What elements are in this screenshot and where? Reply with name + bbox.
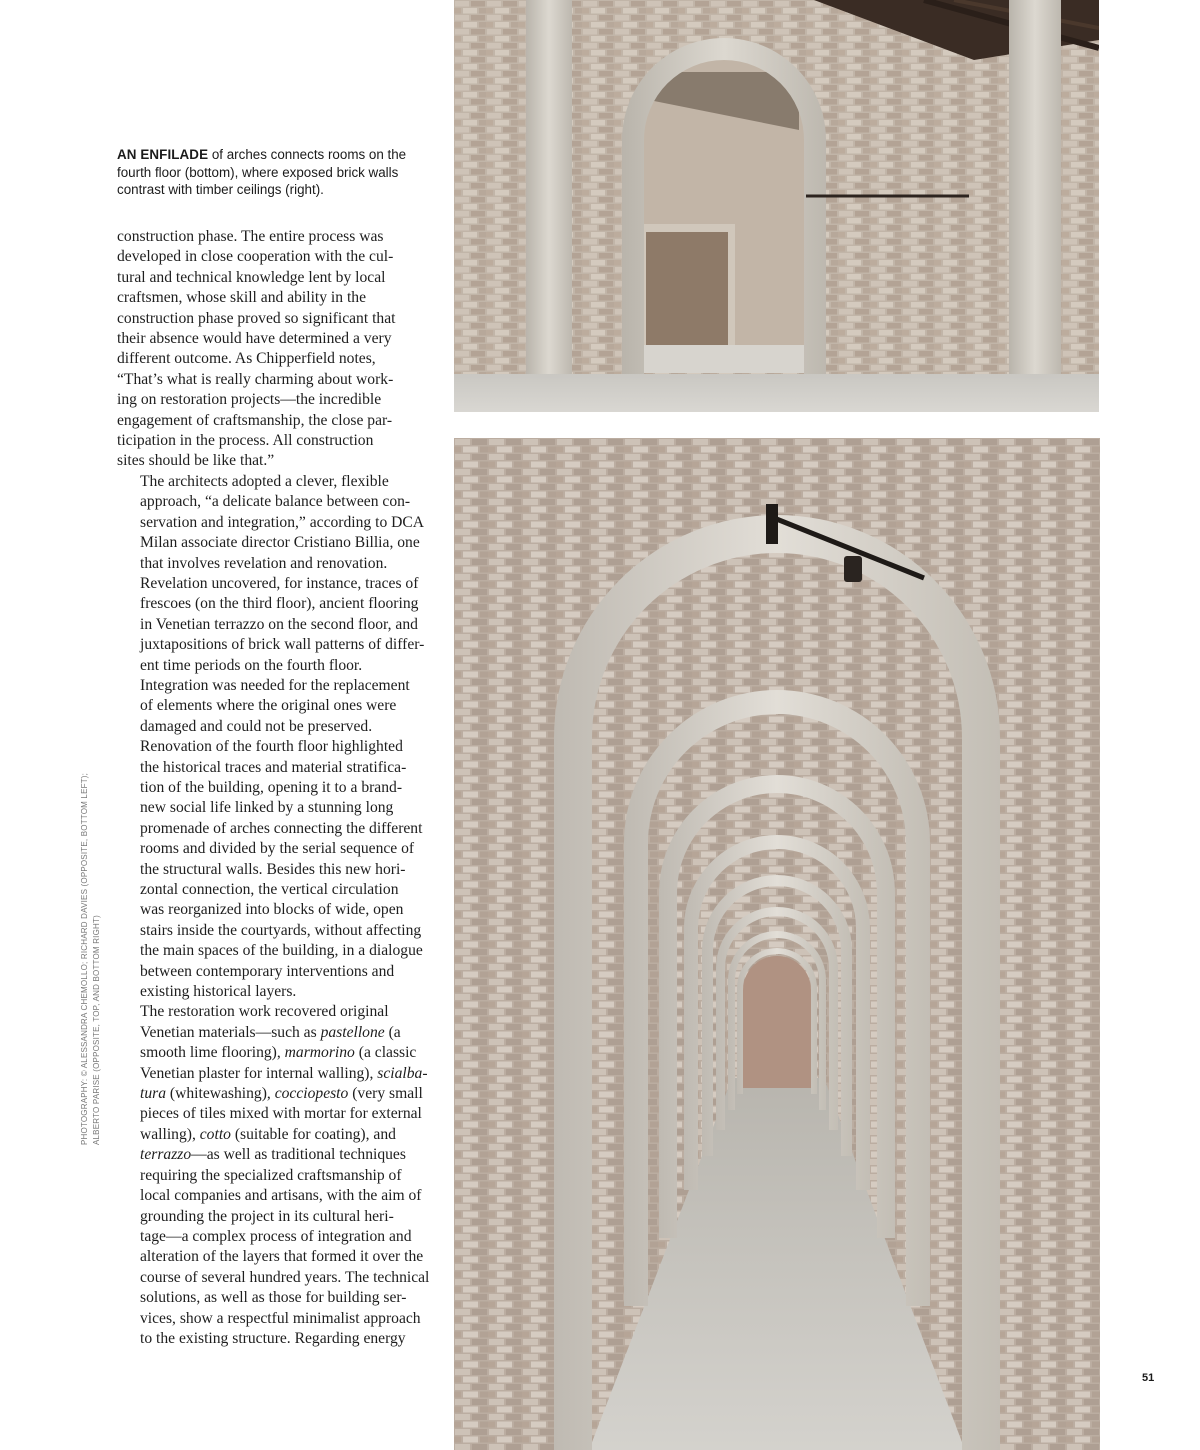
text-line: [117, 1125, 432, 1145]
text-line: craftsmen, whose skill and ability in the: [117, 289, 367, 307]
photo-credit: [79, 773, 103, 1145]
enfilade-arches-image: [454, 438, 1100, 1450]
text-line: in Venetian terrazzo on the second floor, and: [140, 615, 418, 633]
text-run: (very small: [348, 1085, 423, 1103]
photo-arched-doorway: [454, 0, 1099, 412]
text-line: the structural walls. Besides this new hori-: [140, 860, 406, 878]
credit-line: PHOTOGRAPHY: © ALESSANDRA CHEMOLLO; RICHARD DAVIES (OPPOSITE, BOTTOM LEFT);: [80, 772, 89, 1145]
photo-enfilade-arches: [454, 438, 1100, 1450]
text-line: pieces of tiles mixed with mortar for external: [140, 1105, 422, 1123]
text-line: was reorganized into blocks of wide, open: [140, 901, 404, 919]
text-line: that involves revelation and renovation.: [140, 554, 388, 572]
text-line: solutions, as well as those for building ser-: [140, 1289, 407, 1307]
text-line: [117, 1043, 432, 1063]
text-run: Venetian plaster for internal walling),: [140, 1064, 378, 1082]
text-line: different outcome. As Chipperfield notes,: [117, 350, 376, 368]
text-line: vices, show a respectful minimalist approach: [140, 1309, 421, 1327]
text-line: [117, 1064, 432, 1084]
caption-text: of arches connects rooms on the fourth floor (bottom), where exposed brick walls contrast with timber ceilings (right).: [117, 147, 407, 197]
text-line: developed in close cooperation with the cul-: [117, 248, 394, 266]
text-line: new social life linked by a stunning long: [140, 799, 394, 817]
text-line: their absence would have determined a very: [117, 330, 392, 348]
text-line: damaged and could not be preserved.: [140, 717, 373, 735]
paragraph-2: [117, 472, 432, 1003]
text-line: [117, 1023, 432, 1043]
text-line: rooms and divided by the serial sequence of: [140, 840, 415, 858]
text-run: (suitable for coating), and: [230, 1125, 396, 1143]
text-line: approach, “a delicate balance between con-: [140, 493, 411, 511]
text-line: tural and technical knowledge lent by local: [117, 268, 386, 286]
text-line: engagement of craftsmanship, the close par-: [117, 411, 393, 429]
text-line: grounding the project in its cultural heri-: [140, 1207, 394, 1225]
text-line: servation and integration,” according to DCA: [140, 513, 425, 531]
text-run: walling),: [140, 1125, 200, 1143]
floor: [454, 374, 1099, 412]
text-line: The architects adopted a clever, flexible: [140, 472, 389, 490]
text-line: Revelation uncovered, for instance, traces of: [140, 574, 419, 592]
italic-term: cocciopesto: [274, 1085, 349, 1103]
text-run: (a classic: [354, 1044, 417, 1062]
text-line: between contemporary interventions and: [140, 962, 395, 980]
spotlight: [844, 556, 862, 582]
text-line: stairs inside the courtyards, without affecting: [140, 921, 422, 939]
article-body: [117, 227, 432, 1349]
left-pillar: [526, 0, 572, 412]
text-line: ing on restoration projects—the incredible: [117, 391, 382, 409]
italic-term: terrazzo: [140, 1146, 192, 1164]
text-line: frescoes (on the third floor), ancient flooring: [140, 595, 419, 613]
text-line: ent time periods on the fourth floor.: [140, 656, 363, 674]
credit-line: ALBERTO PARISE (OPPOSITE, TOP, AND BOTTOM RIGHT): [92, 915, 101, 1145]
italic-term: marmorino: [284, 1044, 355, 1062]
right-pillar: [1009, 0, 1061, 412]
text-line: tion of the building, opening it to a brand-: [140, 778, 403, 796]
arched-doorway-image: [454, 0, 1099, 412]
end-wall: [743, 956, 811, 1088]
text-line: promenade of arches connecting the different: [140, 819, 423, 837]
text-run: —as well as traditional techniques: [191, 1146, 406, 1164]
photo-caption: [117, 146, 439, 199]
text-line: Integration was needed for the replacement: [140, 676, 410, 694]
text-run: (whitewashing),: [166, 1085, 275, 1103]
text-line: construction phase. The entire process was: [117, 228, 384, 245]
page-number: 51: [1142, 1372, 1155, 1384]
text-run: smooth lime flooring),: [140, 1044, 285, 1062]
text-line: zontal connection, the vertical circulation: [140, 881, 399, 898]
caption-lead: AN ENFILADE: [117, 147, 209, 162]
italic-term: pastellone: [320, 1023, 385, 1041]
text-run: Venetian materials—such as: [140, 1023, 321, 1041]
text-line: juxtapositions of brick wall patterns of differ-: [140, 636, 425, 654]
italic-term: tura: [140, 1085, 166, 1103]
text-line: “That’s what is really charming about work-: [117, 370, 394, 388]
text-line: Milan associate director Cristiano Billia, one: [140, 534, 420, 552]
text-line: construction phase proved so significant that: [117, 309, 396, 327]
paragraph-1: [117, 227, 432, 472]
text-line: Renovation of the fourth floor highlighted: [140, 738, 403, 756]
paragraph-3: [117, 1002, 432, 1349]
text-line: course of several hundred years. The technical: [140, 1268, 430, 1286]
text-line: local companies and artisans, with the aim of: [140, 1187, 422, 1205]
text-line: the historical traces and material stratifica-: [140, 758, 407, 776]
text-run: (a: [384, 1023, 401, 1041]
text-line: tage—a complex process of integration and: [140, 1227, 412, 1245]
text-line: existing historical layers.: [140, 983, 297, 1001]
text-line: [117, 1145, 432, 1165]
text-line: the main spaces of the building, in a dialogue: [140, 942, 423, 960]
text-line: The restoration work recovered original: [140, 1003, 389, 1021]
text-line: alteration of the layers that formed it over the: [140, 1248, 424, 1266]
text-line: requiring the specialized craftsmanship of: [140, 1166, 402, 1184]
text-line: to the existing structure. Regarding energy: [140, 1329, 406, 1347]
text-line: sites should be like that.”: [117, 452, 275, 470]
text-line: ticipation in the process. All construction: [117, 432, 374, 450]
text-line: of elements where the original ones were: [140, 697, 397, 715]
italic-term: scialba-: [377, 1064, 428, 1082]
italic-term: cotto: [199, 1125, 231, 1143]
text-line: [117, 1084, 432, 1104]
